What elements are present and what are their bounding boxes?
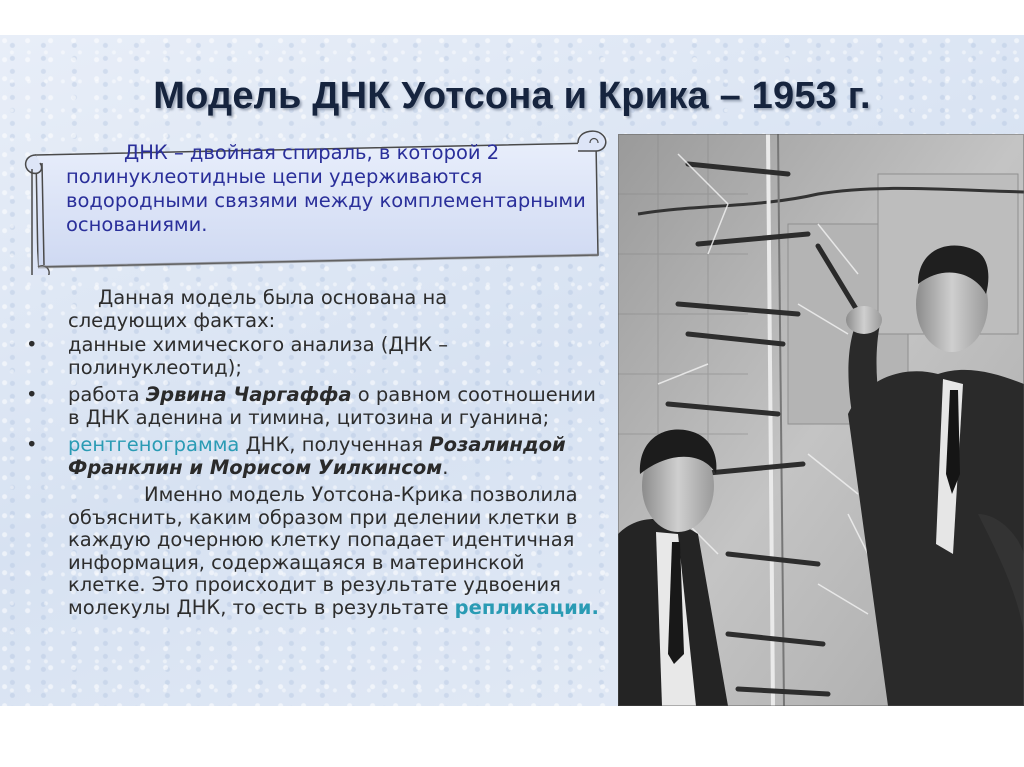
intro-line-2: следующих фактах: <box>68 308 276 332</box>
fact-highlight-xray: рентгенограмма <box>68 433 240 456</box>
bullet-icon: • <box>26 333 38 356</box>
bullet-icon: • <box>26 383 38 406</box>
slide-title: Модель ДНК Уотсона и Крика – 1953 г. <box>153 75 871 117</box>
fact-text-before: работа <box>68 383 146 406</box>
fact-name-chargaff: Эрвина Чаргаффа <box>145 383 352 406</box>
scroll-definition-text: ДНК – двойная спираль, в которой 2 полинуклеотидные цепи удерживаются водородными связями между комплементарными основаниями. <box>66 141 586 236</box>
bullet-icon: • <box>26 433 38 456</box>
fact-text-middle: ДНК, полученная <box>239 433 430 456</box>
facts-list <box>24 334 608 479</box>
closing-text: Именно модель Уотсона-Крика позволила объяснить, каким образом при делении клетки в каждую дочернюю клетку попадает идентичная информация, содержащаяся в материнской клетке. Это происходит в результате удвоения молекулы ДНК, то есть в результате <box>68 483 578 619</box>
photo-icon <box>618 134 1024 706</box>
scroll-banner <box>18 125 614 275</box>
fact-name-franklin-wilkins: Розалиндой Франклин и Морисом Уилкинсом <box>68 433 566 479</box>
fact-item-chargaff <box>24 384 608 429</box>
closing-paragraph <box>24 484 608 619</box>
closing-highlight-replication: репликации. <box>454 595 599 619</box>
fact-item-chemical-analysis <box>24 334 608 379</box>
slide <box>0 35 1024 706</box>
intro-line-1: Данная модель была основана на <box>98 286 448 309</box>
body-text <box>24 287 608 619</box>
watson-crick-photo <box>618 134 1024 706</box>
fact-text-after: о равном соотношении в ДНК аденина и тимина, цитозина и гуанина; <box>68 383 596 429</box>
fact-item-xray <box>24 434 608 479</box>
fact-text-after: . <box>442 455 449 479</box>
fact-text: данные химического анализа (ДНК – полинуклеотид); <box>68 333 449 379</box>
